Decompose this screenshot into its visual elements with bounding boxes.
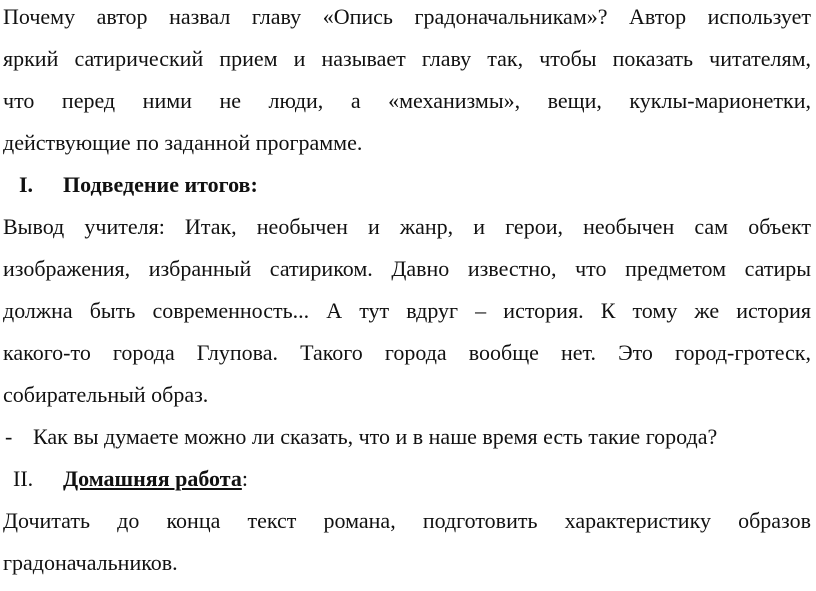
paragraph-3-line-1: Дочитать до конца текст романа, подготовить характеристику образов — [3, 508, 811, 533]
question-dash: - — [5, 424, 13, 449]
paragraph-2-line-1: Вывод учителя: Итак, необычен и жанр, и герои, необычен сам объект — [3, 214, 811, 239]
paragraph-3-line-2: градоначальников. — [3, 550, 178, 575]
paragraph-1-line-2: яркий сатирический прием и называет главу так, чтобы показать читателям, — [3, 46, 811, 71]
section-2-colon: : — [241, 466, 248, 491]
section-2-title-wrap — [63, 466, 248, 492]
section-1-title: Подведение итогов: — [63, 172, 258, 197]
paragraph-1-line-3: что перед ними не люди, а «механизмы», вещи, куклы-марионетки, — [3, 88, 811, 113]
paragraph-2-line-4: какого-то города Глупова. Такого города вообще нет. Это город-гротеск, — [3, 340, 811, 365]
section-2-title: Домашняя работа — [63, 466, 242, 491]
question-text: Как вы думаете можно ли сказать, что и в наше время есть такие города? — [33, 424, 718, 449]
paragraph-1-line-1: Почему автор назвал главу «Опись градоначальникам»? Автор использует — [3, 4, 811, 29]
section-2-numeral: II. — [13, 466, 34, 491]
paragraph-2-line-3: должна быть современность... А тут вдруг – история. К тому же история — [3, 298, 811, 323]
section-1-numeral: I. — [19, 172, 34, 197]
paragraph-2-line-2: изображения, избранный сатириком. Давно известно, что предметом сатиры — [3, 256, 811, 281]
paragraph-2-line-5: собирательный образ. — [3, 382, 209, 407]
paragraph-1-line-4: действующие по заданной программе. — [3, 130, 363, 155]
